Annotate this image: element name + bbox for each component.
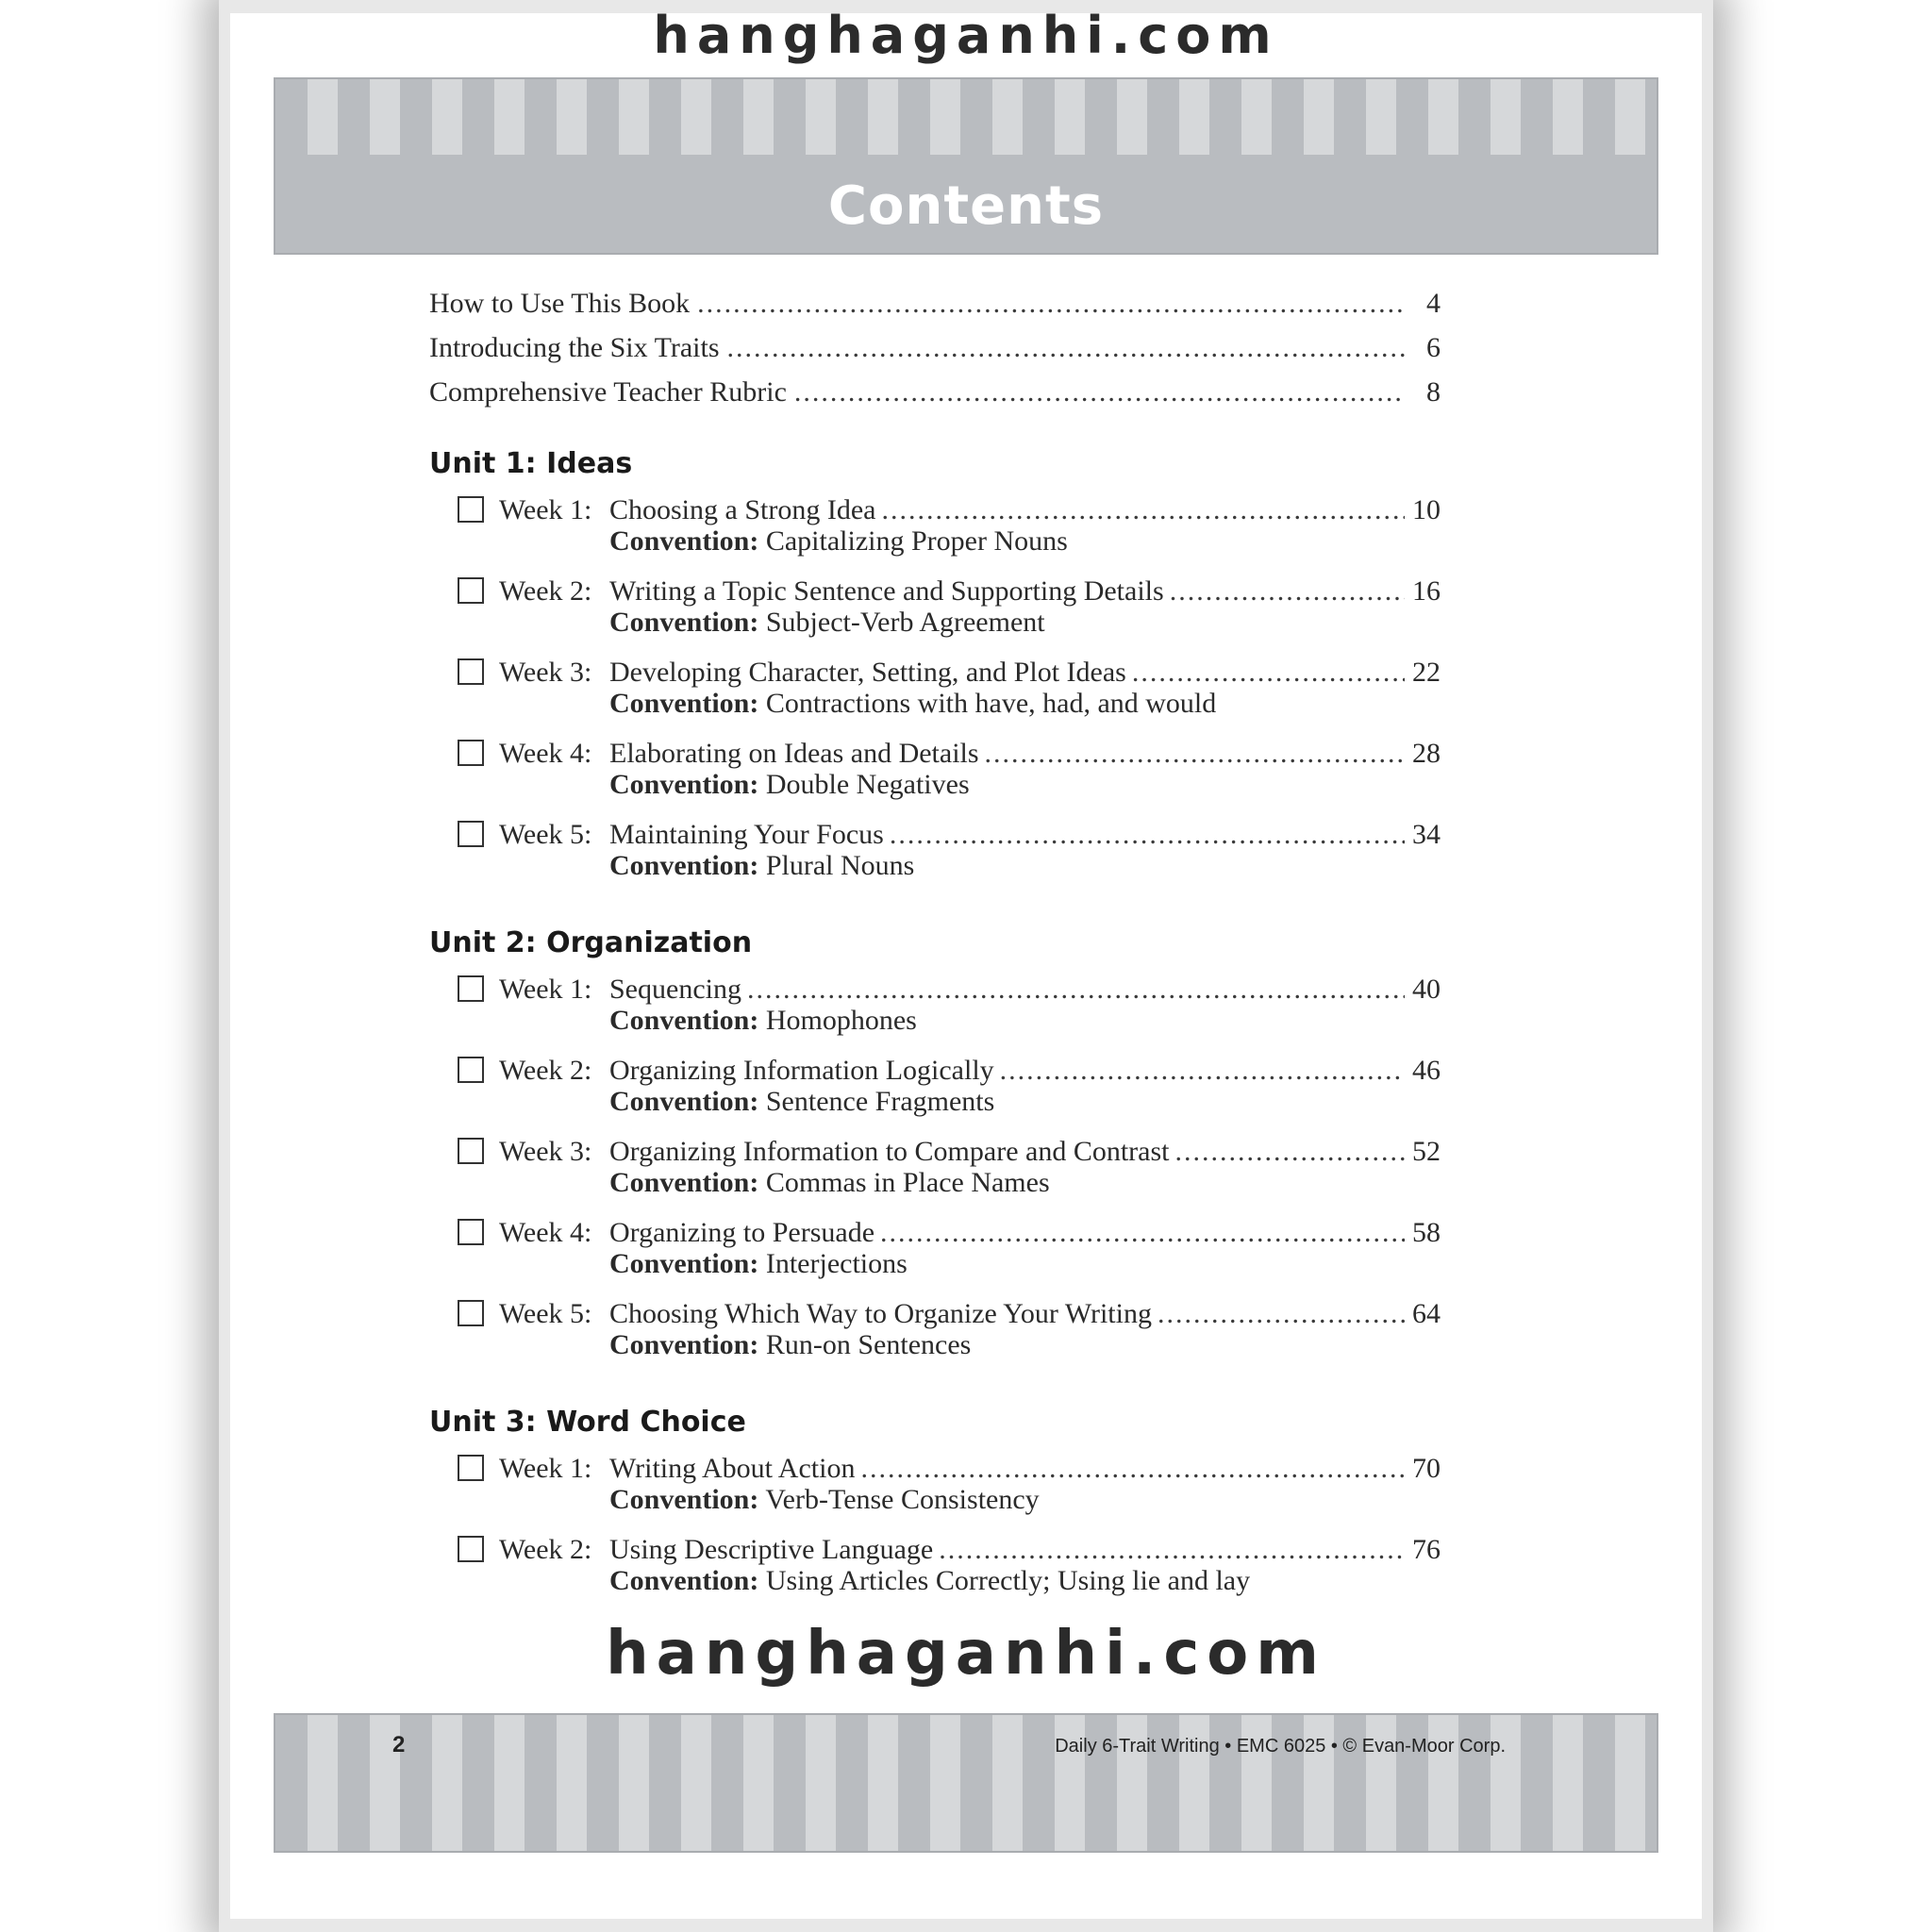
convention-text: Capitalizing Proper Nouns — [765, 525, 1068, 557]
dot-leader — [1132, 657, 1405, 689]
toc-entry-page: 8 — [1426, 376, 1441, 408]
week-entry — [429, 575, 1441, 657]
week-label: Week 2: — [499, 575, 592, 607]
convention-line — [609, 688, 1216, 720]
week-label: Week 4: — [499, 1217, 592, 1248]
convention-text: Double Negatives — [765, 769, 970, 800]
week-page: 70 — [1412, 1453, 1441, 1484]
week-checkbox[interactable] — [458, 1536, 484, 1562]
convention-line — [609, 1005, 917, 1037]
week-checkbox[interactable] — [458, 496, 484, 523]
week-page: 28 — [1412, 738, 1441, 769]
week-entry — [429, 974, 1441, 1055]
convention-label: Convention: — [609, 769, 759, 800]
week-entry — [429, 1217, 1441, 1298]
week-page: 52 — [1412, 1136, 1441, 1167]
toc-entry-title: Introducing the Six Traits — [429, 332, 720, 363]
week-label: Week 1: — [499, 974, 592, 1005]
convention-line — [609, 1167, 1050, 1199]
dot-leader — [747, 974, 1405, 1006]
convention-line — [609, 607, 1045, 639]
convention-text: Interjections — [765, 1248, 908, 1279]
week-entry — [429, 1453, 1441, 1534]
convention-label: Convention: — [609, 525, 759, 557]
week-page: 34 — [1412, 819, 1441, 850]
week-entry — [429, 1136, 1441, 1217]
convention-line — [609, 1484, 1040, 1516]
convention-line — [609, 1248, 908, 1280]
week-title: Sequencing — [609, 974, 741, 1005]
toc-entry-page: 4 — [1426, 288, 1441, 319]
week-line — [609, 1136, 1441, 1168]
convention-label: Convention: — [609, 1565, 759, 1596]
dot-leader — [794, 376, 1405, 408]
convention-text: Plural Nouns — [765, 850, 915, 881]
convention-line — [609, 1086, 994, 1118]
week-label: Week 4: — [499, 738, 592, 769]
toc-entry-title: How to Use This Book — [429, 288, 691, 319]
convention-line — [609, 769, 970, 801]
convention-label: Convention: — [609, 607, 759, 638]
dot-leader — [1170, 575, 1405, 608]
week-page: 64 — [1412, 1298, 1441, 1329]
toc-entry-page: 6 — [1426, 332, 1441, 363]
week-label: Week 3: — [499, 657, 592, 688]
week-entry — [429, 1298, 1441, 1379]
week-checkbox[interactable] — [458, 1057, 484, 1083]
week-title: Organizing to Persuade — [609, 1217, 875, 1248]
dot-leader — [890, 819, 1405, 851]
week-title: Choosing Which Way to Organize Your Writing — [609, 1298, 1152, 1329]
convention-label: Convention: — [609, 1329, 759, 1360]
week-line — [609, 575, 1441, 608]
week-checkbox[interactable] — [458, 975, 484, 1002]
week-line — [609, 1055, 1441, 1087]
week-entry — [429, 1534, 1441, 1615]
week-title: Developing Character, Setting, and Plot Ideas — [609, 657, 1126, 688]
week-checkbox[interactable] — [458, 740, 484, 766]
week-label: Week 3: — [499, 1136, 592, 1167]
week-checkbox[interactable] — [458, 1455, 484, 1481]
convention-line — [609, 1565, 1250, 1597]
header-band — [274, 77, 1658, 255]
toc-entry — [429, 376, 1441, 421]
convention-text: Sentence Fragments — [765, 1086, 995, 1117]
week-title: Using Descriptive Language — [609, 1534, 934, 1565]
convention-text: Homophones — [765, 1005, 917, 1036]
convention-label: Convention: — [609, 688, 759, 719]
week-line — [609, 494, 1441, 526]
convention-label: Convention: — [609, 1086, 759, 1117]
convention-line — [609, 850, 914, 882]
convention-line — [609, 525, 1068, 558]
week-title: Organizing Information Logically — [609, 1055, 994, 1086]
week-line — [609, 1217, 1441, 1249]
convention-text: Commas in Place Names — [765, 1167, 1050, 1198]
page-number: 2 — [392, 1732, 406, 1757]
table-of-contents — [429, 288, 1441, 1615]
week-page: 10 — [1412, 494, 1441, 525]
unit-heading: Unit 2: Organization — [429, 926, 753, 959]
watermark-top: hanghaganhi.com — [653, 6, 1279, 65]
week-checkbox[interactable] — [458, 1300, 484, 1326]
dot-leader — [1000, 1055, 1405, 1087]
convention-text: Run-on Sentences — [765, 1329, 972, 1360]
week-title: Organizing Information to Compare and Contrast — [609, 1136, 1170, 1167]
week-title: Writing About Action — [609, 1453, 856, 1484]
week-label: Week 1: — [499, 1453, 592, 1484]
footer-band — [274, 1713, 1658, 1853]
week-line — [609, 657, 1441, 689]
week-checkbox[interactable] — [458, 1219, 484, 1245]
week-title: Choosing a Strong Idea — [609, 494, 876, 525]
page-title: Contents — [827, 175, 1105, 237]
dot-leader — [985, 738, 1405, 770]
dot-leader — [860, 1453, 1405, 1485]
week-page: 16 — [1412, 575, 1441, 607]
week-title: Maintaining Your Focus — [609, 819, 884, 850]
dot-leader — [881, 494, 1405, 526]
convention-text: Contractions with have, had, and would — [765, 688, 1217, 719]
week-page: 58 — [1412, 1217, 1441, 1248]
week-page: 22 — [1412, 657, 1441, 688]
footer-credit: Daily 6-Trait Writing • EMC 6025 • © Evan-Moor Corp. — [1055, 1736, 1506, 1757]
dot-leader — [697, 288, 1405, 320]
convention-label: Convention: — [609, 1248, 759, 1279]
week-label: Week 5: — [499, 1298, 592, 1329]
week-title: Writing a Topic Sentence and Supporting Details — [609, 575, 1164, 607]
week-checkbox[interactable] — [458, 658, 484, 685]
watermark-bottom: hanghaganhi.com — [606, 1619, 1326, 1689]
week-label: Week 2: — [499, 1534, 592, 1565]
week-entry — [429, 494, 1441, 575]
week-entry — [429, 1055, 1441, 1136]
dot-leader — [880, 1217, 1405, 1249]
week-entry — [429, 657, 1441, 738]
week-entry — [429, 819, 1441, 900]
dot-leader — [727, 332, 1405, 364]
unit-heading: Unit 3: Word Choice — [429, 1406, 746, 1439]
convention-text: Using Articles Correctly; Using lie and lay — [765, 1565, 1251, 1596]
week-line — [609, 1298, 1441, 1330]
week-line — [609, 1534, 1441, 1566]
week-entry — [429, 738, 1441, 819]
week-checkbox[interactable] — [458, 577, 484, 604]
week-line — [609, 1453, 1441, 1485]
week-page: 76 — [1412, 1534, 1441, 1565]
week-page: 46 — [1412, 1055, 1441, 1086]
convention-label: Convention: — [609, 1167, 759, 1198]
convention-label: Convention: — [609, 1484, 759, 1515]
unit-heading: Unit 1: Ideas — [429, 447, 633, 480]
week-line — [609, 738, 1441, 770]
convention-text: Verb-Tense Consistency — [765, 1484, 1040, 1515]
dot-leader — [1158, 1298, 1405, 1330]
week-title: Elaborating on Ideas and Details — [609, 738, 979, 769]
week-label: Week 1: — [499, 494, 592, 525]
dot-leader — [1174, 1136, 1405, 1168]
week-label: Week 2: — [499, 1055, 592, 1086]
toc-entry-title: Comprehensive Teacher Rubric — [429, 376, 787, 408]
week-line — [609, 974, 1441, 1006]
week-label: Week 5: — [499, 819, 592, 850]
toc-entry — [429, 288, 1441, 332]
convention-label: Convention: — [609, 1005, 759, 1036]
week-checkbox[interactable] — [458, 1138, 484, 1164]
convention-text: Subject-Verb Agreement — [765, 607, 1045, 638]
dot-leader — [939, 1534, 1405, 1566]
week-page: 40 — [1412, 974, 1441, 1005]
week-line — [609, 819, 1441, 851]
convention-line — [609, 1329, 971, 1361]
week-checkbox[interactable] — [458, 821, 484, 847]
convention-label: Convention: — [609, 850, 759, 881]
toc-entry — [429, 332, 1441, 376]
header-stripes — [275, 79, 1657, 155]
